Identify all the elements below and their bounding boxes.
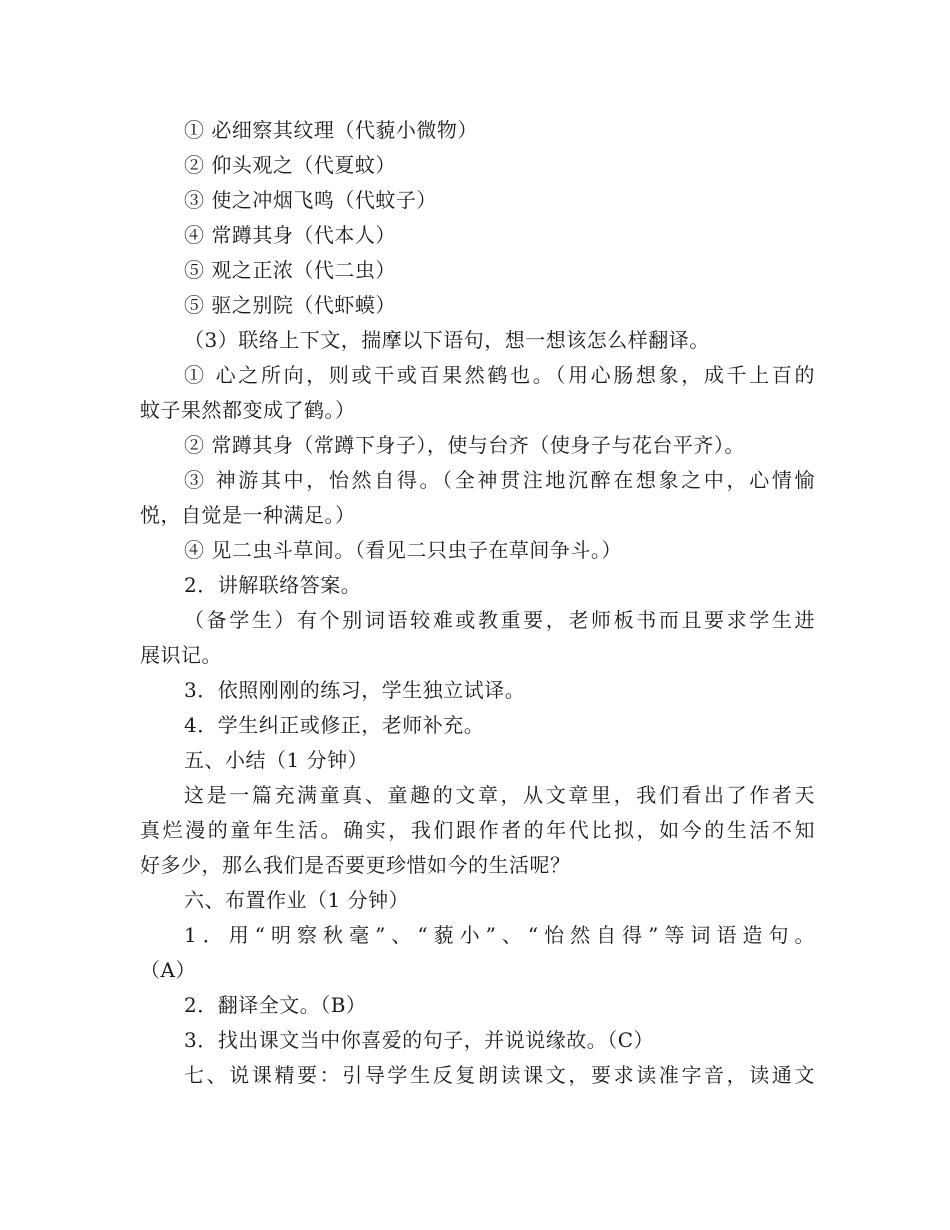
text-line: ② 常蹲其身（常蹲下身子），使与台齐（使身子与花台平齐）。 <box>184 433 745 457</box>
text-line: ③ 使之冲烟飞鸣（代蚊子） <box>184 188 437 212</box>
section-heading: 六、布置作业（1 分钟） <box>184 888 410 912</box>
text-line: ③ 神游其中，怡然自得。（全神贯注地沉醉在想象之中，心情愉 <box>184 468 815 492</box>
text-line: ④ 见二虫斗草间。（看见二只虫子在草间争斗。） <box>184 538 622 562</box>
text-line: 蚊子果然都变成了鹤。） <box>140 398 356 422</box>
text-line: ① 必细察其纹理（代藐小微物） <box>184 118 478 142</box>
text-line: （3）联络上下文，揣摩以下语句，想一想该怎么样翻译。 <box>184 328 710 352</box>
text-line: ② 仰头观之（代夏蚊） <box>184 153 396 177</box>
text-line: 3．依照刚刚的练习，学生独立试译。 <box>184 678 526 702</box>
section-heading: 七、说课精要：引导学生反复朗读课文，要求读准字音，读通文 <box>184 1063 815 1087</box>
text-line: 这是一篇充满童真、童趣的文章，从文章里，我们看出了作者天 <box>184 783 815 807</box>
text-line: 展识记。 <box>140 643 222 667</box>
section-heading: 五、小结（1 分钟） <box>184 748 369 772</box>
text-line: 1．用“明察秋毫”、“藐小”、“怡然自得”等词语造句。 <box>184 923 815 947</box>
text-line: （备学生）有个别词语较难或教重要，老师板书而且要求学生进 <box>184 608 815 632</box>
text-line: 2．讲解联络答案。 <box>184 573 362 597</box>
text-line: ⑤ 观之正浓（代二虫） <box>184 258 396 282</box>
text-line: 真烂漫的童年生活。确实，我们跟作者的年代比拟，如今的生活不知 <box>140 818 815 842</box>
text-line: 4．学生纠正或修正，老师补充。 <box>184 713 485 737</box>
text-line: 2．翻译全文。（B） <box>184 993 367 1017</box>
text-line: ④ 常蹲其身（代本人） <box>184 223 396 247</box>
document-body <box>140 113 815 1093</box>
text-line: 3．找出课文当中你喜爱的句子，并说说缘故。（C） <box>184 1028 655 1052</box>
text-line: 悦，自觉是一种满足。） <box>140 503 356 527</box>
text-line: （A） <box>140 958 196 982</box>
text-line: 好多少，那么我们是否要更珍惜如今的生活呢？ <box>140 853 571 877</box>
text-line: ⑤ 驱之别院（代虾蟆） <box>184 293 396 317</box>
text-line: ① 心之所向，则或干或百果然鹤也。（用心肠想象，成千上百的 <box>184 363 815 387</box>
